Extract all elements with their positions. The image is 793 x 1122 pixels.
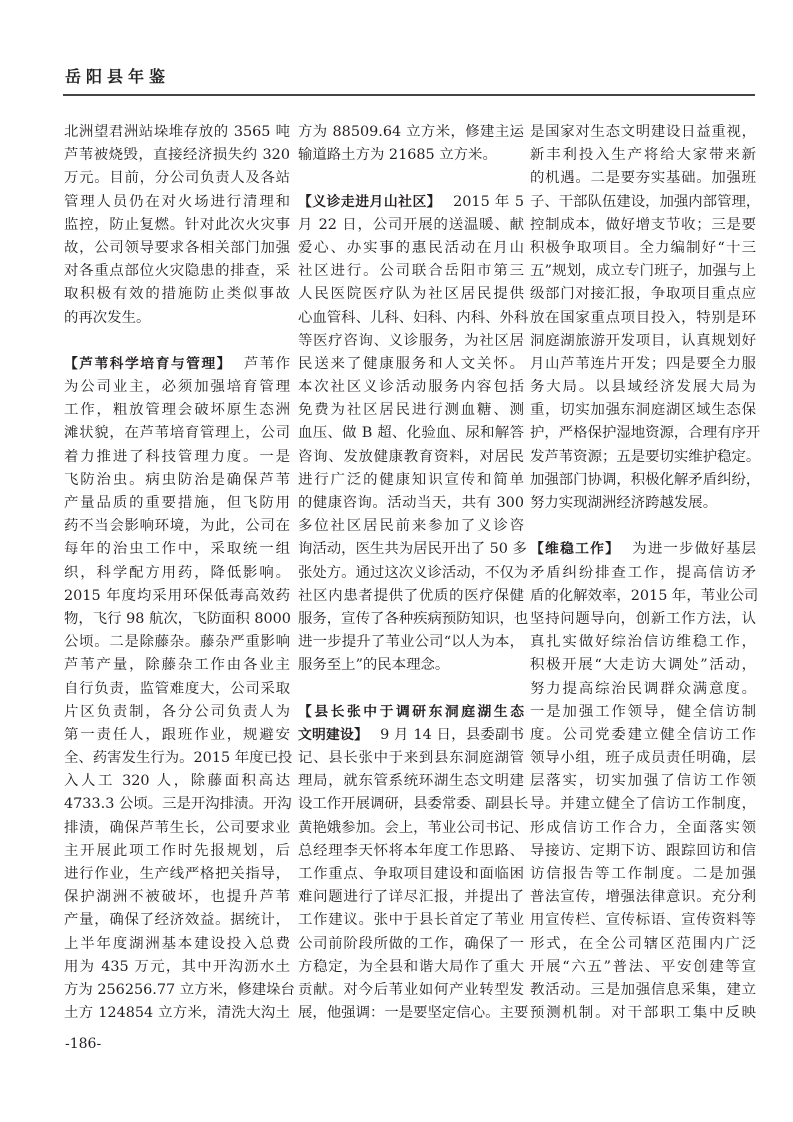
line-text: 贡献。对今后苇业如何产业转型发: [298, 981, 524, 998]
line-text: 片区负责制，各分公司负责人为: [64, 703, 290, 720]
line-text: 层落实，切实加强了信访工作领: [530, 773, 756, 790]
text-column-1: [64, 121, 295, 1025]
line-text: 2015 年 5: [453, 193, 524, 210]
text-line: [64, 492, 290, 515]
text-line: [530, 770, 756, 793]
line-text: 服务至上”的民本理念。: [298, 657, 450, 674]
text-line: [64, 747, 293, 770]
line-text: 张处方。通过这次义诊活动，不仅为: [298, 564, 529, 581]
text-line: [298, 446, 524, 469]
text-line: [530, 817, 756, 840]
line-text: 积极开展“大走访大调处”活动，: [530, 657, 756, 674]
line-text: 对各重点部位火灾隐患的排查，采: [64, 263, 290, 280]
text-line: [298, 330, 524, 353]
text-line: [64, 678, 290, 701]
text-line: [530, 237, 756, 260]
line-text: 等医疗咨询、义诊服务，为社区居: [298, 332, 524, 349]
line-text: 展，他强调：一是要坚定信心。主要: [298, 1005, 529, 1022]
text-line: [64, 886, 290, 909]
text-line: [298, 538, 527, 561]
text-line: [64, 654, 290, 677]
text-line: [64, 214, 290, 237]
text-line: [298, 307, 529, 330]
text-line: [298, 121, 524, 144]
line-text: 多位社区居民前来参加了义诊咨: [298, 518, 524, 535]
line-text: 产量品质的重要措施，但飞防用: [64, 495, 290, 511]
text-line: [530, 909, 756, 932]
section-paragraph: [298, 701, 529, 1026]
text-line: [530, 979, 756, 1002]
line-text: 方为 88509.64 立方米，修建主运: [298, 124, 524, 140]
text-line: [298, 562, 529, 585]
text-line: [298, 422, 524, 445]
text-line: [530, 608, 756, 631]
line-text: 第一责任人，跟班作业，规避安: [64, 726, 290, 743]
text-line: [64, 956, 290, 979]
line-text: 血压、做 B 超、化验血、尿和解答: [298, 425, 524, 442]
line-text: 输道路土方为 21685 立方米。: [298, 147, 497, 164]
text-line: [530, 469, 761, 492]
text-column-2: [298, 121, 529, 1025]
line-text: 万元。目前，分公司负责人及各站: [64, 170, 290, 187]
text-line: [64, 770, 290, 793]
line-text: 方稳定，为全县和谐大局作了重大: [298, 958, 524, 975]
line-text: 发芦苇资源；五是要切实维护稳定。: [530, 448, 761, 465]
section-paragraph: [530, 538, 759, 1025]
text-line: [64, 701, 290, 724]
line-text: 土方 124854 立方米，清洗大沟土: [64, 1005, 290, 1022]
text-line: [530, 678, 756, 701]
line-text: 理局，就东管系统环湖生态文明建: [298, 773, 524, 790]
line-text: 月 22 日，公司开展的送温暖、献: [298, 216, 524, 233]
text-line: [64, 863, 290, 886]
line-text: 级部门对接汇报，争取项目重点应: [530, 286, 756, 303]
line-text: 飞防治虫。病虫防治是确保芦苇: [64, 471, 290, 488]
text-line: [530, 214, 756, 237]
text-line: [530, 840, 756, 863]
line-text: 北洲望君洲站垛堆存放的 3565 吨: [64, 124, 290, 140]
line-text: 加强部门协调，积极化解矛盾纠纷，: [530, 471, 761, 488]
continued-paragraph: [298, 121, 524, 167]
text-line: [298, 585, 524, 608]
line-text: 自行负责，监管难度大，公司采取: [64, 680, 290, 697]
text-line: [64, 144, 290, 167]
line-text: 度。公司党委建立健全信访工作: [530, 726, 756, 743]
line-text: 每年的治虫工作中，采取统一组: [64, 541, 290, 558]
text-line: [298, 469, 524, 492]
line-text: 为公司业主，必须加强培育管理: [64, 379, 290, 396]
text-line: [530, 863, 756, 886]
text-line: [530, 585, 759, 608]
text-line: [530, 747, 756, 770]
text-line: [64, 283, 290, 306]
line-text: 积极争取项目。全力编制好“十三: [530, 239, 756, 256]
line-text: 排渍，确保芦苇生长，公司要求业: [64, 819, 290, 836]
line-text: 记、县长张中于来到县东洞庭湖管: [298, 750, 524, 767]
text-line: [64, 399, 290, 422]
text-line: [530, 701, 756, 724]
line-text: 物，飞行 98 航次，飞防面积 8000: [64, 610, 291, 627]
text-line: [64, 585, 290, 608]
line-text: 护，严格保护湿地资源，合理有序开: [530, 425, 761, 442]
text-line: [64, 376, 290, 399]
section-paragraph: [298, 191, 529, 678]
line-text: 洞庭湖旅游开发项目，认真规划好: [530, 332, 756, 349]
text-line: [298, 724, 524, 747]
text-line: [530, 167, 756, 190]
text-line: [298, 701, 524, 724]
line-text: 咨询、发放健康教育资料，对居民: [298, 448, 524, 465]
line-text: 心血管科、儿科、妇科、内科、外科: [298, 309, 529, 326]
text-line: [64, 933, 290, 956]
text-line: [64, 793, 290, 816]
line-text: 总经理李天怀将本年度工作思路、: [298, 842, 524, 859]
text-line: [530, 330, 756, 353]
line-text: 服务，宣传了各种疾病预防知识，也: [298, 610, 529, 627]
line-text: 矛盾纠纷排查工作，提高信访矛: [530, 564, 756, 581]
line-text: 询活动，医生共为居民开出了 50 多: [298, 541, 527, 558]
section-heading: 【县长张中于调研东洞庭湖生态: [298, 703, 524, 720]
line-text: 的再次发生。: [64, 309, 151, 326]
line-text: 用宣传栏、宣传标语、宣传资料等: [530, 912, 756, 929]
text-line: [64, 840, 290, 863]
line-text: 方为 256256.77 立方米，修建垛台: [64, 981, 295, 998]
line-text: 着力推进了科技管理力度。一是: [64, 448, 290, 465]
text-line: [298, 353, 524, 376]
line-text: 务大局。以县域经济发展大局为: [530, 379, 756, 396]
text-line: [298, 515, 524, 538]
line-text: 故，公司领导要求各相关部门加强: [64, 239, 290, 256]
line-text: 五”规划，成立专门班子，加强与上: [530, 263, 756, 280]
line-text: 公顷。二是除藤杂。藤杂严重影响: [64, 634, 290, 651]
text-line: [530, 399, 756, 422]
text-line: [530, 538, 756, 561]
text-line: [298, 631, 524, 654]
text-line: [298, 237, 524, 260]
text-line: [298, 909, 524, 932]
line-text: 努力实现湖洲经济跨越发展。: [530, 495, 718, 511]
line-text: 人民医院医疗队为社区居民提供: [298, 286, 524, 303]
line-text: 普法宣传，增强法律意识。充分利: [530, 889, 756, 906]
text-line: [298, 979, 524, 1002]
line-text: 是国家对生态文明建设日益重视，: [530, 124, 756, 140]
section-heading: 【芦苇科学培育与管理】: [64, 355, 232, 372]
text-line: [530, 793, 756, 816]
text-line: [530, 260, 756, 283]
section-heading: 文明建设】: [298, 726, 369, 743]
line-text: 努力提高综治民调群众满意度。: [530, 680, 756, 697]
line-text: 民送来了健康服务和人文关怀。: [298, 355, 524, 372]
line-text: 入人工 320 人，除藤面积高达: [64, 773, 290, 790]
line-text: 进行作业，生产线严格把关指导，: [64, 866, 290, 882]
line-text: 取积极有效的措施防止类似事故: [64, 286, 290, 303]
text-line: [298, 747, 524, 770]
line-text: 织，科学配方用药，降低影响。: [64, 564, 290, 581]
line-text: 难问题进行了详尽汇报，并提出了: [298, 889, 524, 906]
text-line: [298, 933, 524, 956]
line-text: 设工作开展调研，县委常委、副县长: [298, 796, 529, 813]
text-line: [530, 191, 761, 214]
text-line: [530, 492, 756, 515]
line-text: 重，切实加强东洞庭湖区域生态保: [530, 402, 756, 419]
text-line: [64, 307, 290, 330]
line-text: 上半年度湖洲基本建设投入总费: [64, 935, 290, 952]
text-line: [530, 422, 761, 445]
line-text: 管理人员仍在对火场进行清理和: [64, 193, 290, 210]
text-line: [64, 237, 290, 260]
line-text: 芦苇被烧毁，直接经济损失约 320: [64, 147, 290, 164]
text-line: [530, 446, 761, 469]
line-text: 监控，防止复燃。针对此次火灾事: [64, 216, 290, 233]
line-text: 访信报告等工作制度。二是加强: [530, 866, 756, 882]
line-text: 药不当会影响环境，为此，公司在: [64, 518, 290, 535]
line-text: 为进一步做好基层: [632, 541, 756, 558]
line-text: 全、药害发生行为。2015 年度已投: [64, 750, 293, 767]
line-text: 开展“六五”普法、平安创建等宣: [530, 958, 756, 975]
text-line: [530, 353, 756, 376]
text-line: [298, 492, 524, 515]
text-line: [298, 770, 524, 793]
header-rule: [63, 94, 755, 96]
line-text: 坚持问题导向，创新工作方法，认: [530, 610, 756, 627]
text-line: [530, 376, 756, 399]
text-line: [530, 1002, 756, 1025]
line-text: 子、干部队伍建设，加强内部管理，: [530, 193, 761, 210]
text-line: [64, 191, 290, 214]
text-line: [64, 121, 290, 144]
text-line: [64, 724, 290, 747]
line-text: 爱心、办实事的惠民活动在月山: [298, 239, 524, 256]
section-heading: 【义诊走进月山社区】: [298, 193, 442, 210]
line-text: 真扎实做好综治信访维稳工作，: [530, 634, 756, 651]
line-text: 免费为社区居民进行测血糖、测: [298, 402, 524, 419]
line-text: 教活动。三是加强信息采集，建立: [530, 981, 756, 998]
text-line: [64, 631, 290, 654]
text-line: [298, 376, 524, 399]
running-head-title: 岳阳县年鉴: [65, 67, 171, 86]
text-line: [64, 1002, 290, 1025]
text-line: [530, 956, 756, 979]
line-text: 放在国家重点项目投入，特别是环: [530, 309, 756, 326]
text-line: [298, 956, 524, 979]
text-line: [298, 260, 524, 283]
text-line: [64, 167, 290, 190]
text-line: [298, 654, 524, 677]
line-text: 用为 435 万元，其中开沟沥水土: [64, 958, 290, 975]
line-text: 一是加强工作领导，健全信访制: [530, 703, 756, 720]
text-line: [530, 933, 756, 956]
line-text: 4733.3 公顷。三是开沟排渍。开沟: [64, 796, 292, 813]
line-text: 进行广泛的健康知识宣传和简单: [298, 471, 524, 488]
text-line: [298, 863, 524, 886]
text-line: [530, 283, 756, 306]
line-text: 预测机制。对干部职工集中反映: [530, 1005, 756, 1022]
section-paragraph: [64, 353, 295, 1025]
text-line: [530, 121, 756, 144]
line-text: 导接访、定期下访、跟踪回访和信: [530, 842, 756, 859]
continued-paragraph: [530, 121, 761, 515]
text-line: [64, 515, 290, 538]
line-text: 导。并建立健全了信访工作制度，: [530, 796, 756, 813]
text-line: [64, 909, 290, 932]
text-line: [64, 608, 290, 631]
page-number: -186-: [65, 1036, 102, 1052]
line-text: 芦苇作: [243, 355, 290, 372]
text-line: [64, 353, 290, 376]
text-line: [64, 422, 290, 445]
text-line: [298, 214, 524, 237]
text-line: [530, 144, 756, 167]
text-line: [298, 840, 524, 863]
line-text: 的健康咨询。活动当天，共有 300: [298, 495, 524, 511]
line-text: 的机遇。二是要夯实基础。加强班: [530, 170, 756, 187]
line-text: 形成信访工作合力，全面落实领: [530, 819, 756, 836]
text-line: [530, 307, 756, 330]
line-text: 月山芦苇连片开发；四是要全力服: [530, 355, 756, 372]
line-text: 盾的化解效率，2015 年，苇业公司: [530, 587, 759, 604]
line-text: 控制成本，做好增支节收；三是要: [530, 216, 756, 233]
text-line: [64, 469, 290, 492]
text-line: [298, 1002, 529, 1025]
line-text: 形式，在全公司辖区范围内广泛: [530, 935, 756, 952]
line-text: 社区内患者提供了优质的医疗保健: [298, 587, 524, 604]
text-line: [298, 793, 529, 816]
line-text: 产量，确保了经济效益。据统计，: [64, 912, 290, 929]
text-line: [298, 283, 524, 306]
line-text: 新丰利投入生产将给大家带来新: [530, 147, 756, 164]
line-text: 工作重点、争取项目建设和面临困: [298, 866, 524, 882]
text-line: [64, 979, 295, 1002]
text-line: [64, 446, 290, 469]
text-line: [530, 562, 756, 585]
line-text: 芦苇产量，除藤杂工作由各业主: [64, 657, 290, 674]
line-text: 工作，粗放管理会破坏原生态洲: [64, 402, 290, 419]
line-text: 公司前阶段所做的工作，确保了一: [298, 935, 524, 952]
text-line: [298, 399, 524, 422]
line-text: 2015 年度均采用环保低毒高效药: [64, 587, 290, 604]
text-line: [298, 191, 524, 214]
text-line: [298, 608, 529, 631]
line-text: 本次社区义诊活动服务内容包括: [298, 379, 524, 396]
text-line: [530, 654, 756, 677]
line-text: 滩状貌，在芦苇培育管理上，公司: [64, 425, 290, 442]
line-text: 进一步提升了苇业公司“以人为本，: [298, 634, 524, 651]
text-column-3: [530, 121, 761, 1025]
line-text: 社区进行。公司联合岳阳市第三: [298, 263, 524, 280]
line-text: 领导小组，班子成员责任明确，层: [530, 750, 756, 767]
line-text: 黄艳娥参加。会上，苇业公司书记、: [298, 819, 529, 836]
text-line: [298, 144, 524, 167]
text-line: [530, 631, 756, 654]
text-line: [64, 562, 290, 585]
text-line: [64, 817, 290, 840]
text-line: [64, 538, 290, 561]
text-line: [64, 260, 290, 283]
line-text: 9 月 14 日，县委副书: [380, 726, 524, 743]
text-line: [298, 886, 524, 909]
line-text: 工作建议。张中于县长首定了苇业: [298, 912, 524, 929]
text-line: [530, 886, 756, 909]
text-line: [530, 724, 756, 747]
line-text: 主开展此项工作时先报规划，后: [64, 842, 290, 859]
continued-paragraph: [64, 121, 290, 330]
section-heading: 【维稳工作】: [530, 541, 621, 558]
text-line: [298, 817, 529, 840]
line-text: 保护湖洲不被破坏，也提升芦苇: [64, 889, 290, 906]
